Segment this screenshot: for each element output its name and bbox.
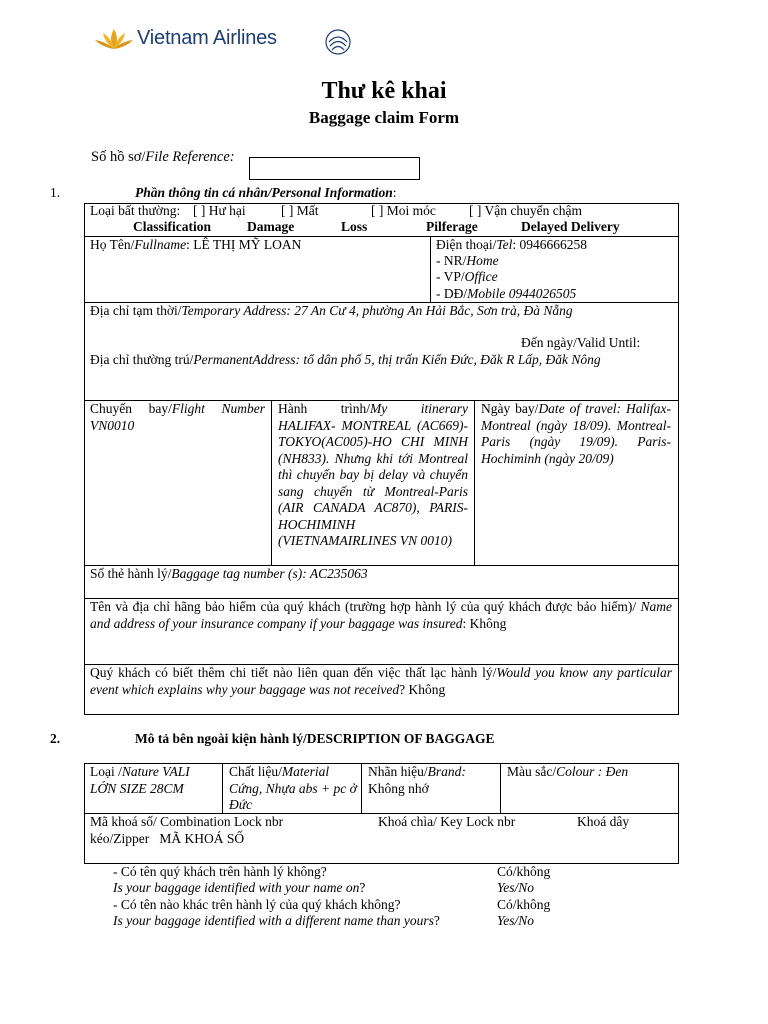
section2-number: 2. bbox=[50, 731, 61, 746]
question-name-vn: - Có tên quý khách trên hành lý không? bbox=[113, 864, 327, 879]
pilferage-label-en: Pilferage bbox=[426, 219, 478, 234]
baggage-material: Chất liệu/Material Cứng, Nhựa abs + pc ở Đức bbox=[229, 764, 357, 812]
checkbox-pilferage[interactable]: [ ] Moi móc bbox=[371, 203, 436, 218]
answer-other-name-en[interactable]: Yes/No bbox=[497, 913, 535, 928]
valid-until: Đến ngày/Valid Until: bbox=[521, 335, 641, 350]
answer-name-vn[interactable]: Có/không bbox=[497, 864, 551, 879]
classification-label-en: Classification bbox=[133, 219, 212, 234]
question-name-en: Is your baggage identified with your name on? bbox=[113, 880, 366, 895]
phone-office: - VP/Office bbox=[436, 269, 498, 284]
zipper-lock-b: kéo/Zipper MÃ KHOÁ SỐ bbox=[90, 831, 245, 846]
loss-details: Quý khách có biết thêm chi tiết nào liên quan đến việc thất lạc hành lý/Would you know any particular event which explains why your baggage was not received? Không bbox=[90, 665, 672, 697]
baggage-nature: Loại /Nature VALI LỚN SIZE 28CM bbox=[90, 764, 190, 796]
loss-label-en: Loss bbox=[341, 219, 368, 234]
file-reference-input[interactable] bbox=[249, 157, 420, 180]
page-subtitle: Baggage claim Form bbox=[308, 108, 460, 127]
file-reference-label: Số hồ sơ/File Reference: bbox=[91, 149, 235, 165]
itinerary: Hành trình/My itinerary HALIFAX- MONTREAL (AC669)-TOKYO(AC005)-HO CHI MINH (NH833). Nhưng khi tới Montreal thì chuyến bay bị delay và chuyển sang chuyến từ Montreal-Paris (AIR CANADA AC870), PARIS-HOCHIMINH (VIETNAMAIRLINES VN 0010) bbox=[278, 401, 468, 548]
baggage-brand: Nhãn hiệu/Brand: Không nhớ bbox=[368, 764, 466, 796]
skyteam-icon bbox=[321, 26, 355, 56]
phone-mobile: - DĐ/Mobile 0944026505 bbox=[436, 286, 577, 301]
answer-other-name-vn[interactable]: Có/không bbox=[497, 897, 551, 912]
section1-number: 1. bbox=[50, 185, 61, 200]
page-title: Thư kê khai bbox=[321, 78, 447, 104]
checkbox-damage[interactable]: [ ] Hư hại bbox=[193, 203, 246, 218]
checkbox-loss[interactable]: [ ] Mất bbox=[281, 203, 319, 218]
combination-lock: Mã khoá số/ Combination Lock nbr bbox=[90, 814, 284, 829]
fullname-field: Họ Tên/Fullname: LÊ THỊ MỸ LOAN bbox=[90, 237, 302, 252]
phone-home: - NR/Home bbox=[436, 253, 499, 268]
key-lock: Khoá chìa/ Key Lock nbr bbox=[378, 814, 516, 829]
brand-name: Vietnam Airlines bbox=[137, 27, 277, 49]
date-of-travel: Ngày bay/Date of travel: Halifax-Montreal (ngày 18/09). Montreal-Paris (ngày 19/09). Paris-Hochiminh (ngày 20/09) bbox=[481, 401, 672, 466]
temporary-address: Địa chỉ tạm thời/Temporary Address: 27 An Cư 4, phường An Hải Bắc, Sơn trà, Đà Nẵng bbox=[90, 303, 573, 318]
baggage-colour: Màu sắc/Colour : Đen bbox=[507, 764, 629, 779]
classification-label: Loại bất thường: bbox=[90, 203, 181, 218]
phone-field: Điện thoại/Tel: 0946666258 bbox=[436, 237, 588, 252]
flight-number: Chuyến bay/Flight Number VN0010 bbox=[90, 401, 265, 433]
baggage-tag: Số thẻ hành lý/Baggage tag number (s): AC235063 bbox=[90, 566, 368, 581]
delayed-label-en: Delayed Delivery bbox=[521, 219, 620, 234]
vietnam-airlines-logo bbox=[93, 25, 363, 57]
section1-heading: Phần thông tin cá nhân/Personal Information: bbox=[135, 185, 397, 200]
permanent-address: Địa chỉ thường trú/PermanentAddress: tổ dân phố 5, thị trấn Kiến Đức, Đăk R Lấp, Đăk Nông bbox=[90, 352, 601, 367]
checkbox-delayed[interactable]: [ ] Vận chuyển chậm bbox=[469, 203, 582, 218]
lotus-icon bbox=[93, 27, 135, 53]
insurance-info: Tên và địa chỉ hãng bảo hiểm của quý khách (trường hợp hành lý của quý khách được bảo hiểm)/ Name and address of your insurance company if your baggage was insured: Không bbox=[90, 599, 673, 631]
zipper-lock-a: Khoá dây bbox=[577, 814, 630, 829]
question-other-name-vn: - Có tên nào khác trên hành lý của quý khách không? bbox=[113, 897, 401, 912]
damage-label-en: Damage bbox=[247, 219, 295, 234]
answer-name-en[interactable]: Yes/No bbox=[497, 880, 535, 895]
question-other-name-en: Is your baggage identified with a different name than yours? bbox=[113, 913, 440, 928]
section2-heading: Mô tả bên ngoài kiện hành lý/DESCRIPTION OF BAGGAGE bbox=[135, 731, 495, 746]
